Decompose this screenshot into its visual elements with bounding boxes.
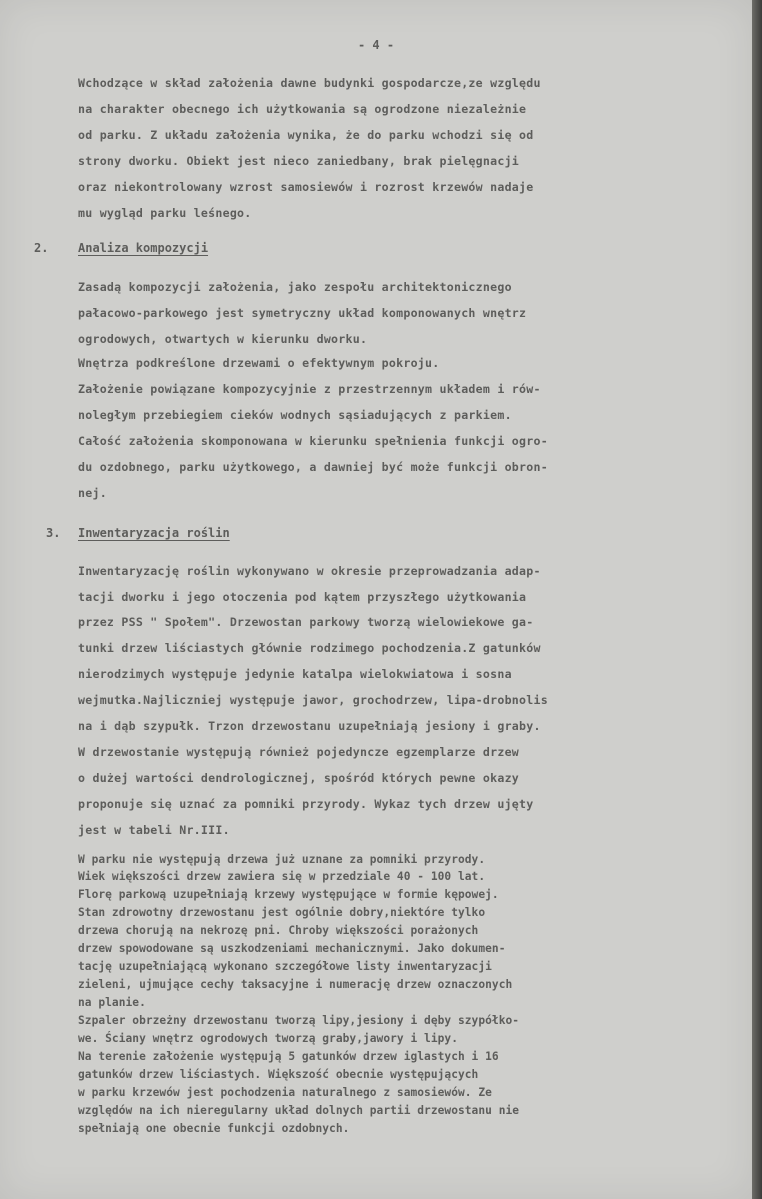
section-3-dense-line-6: drzew spowodowane są uszkodzeniami mechanicznymi. Jako dokumen- — [78, 942, 506, 955]
section-3-dense-line-8: zieleni, ujmujące cechy taksacyjne i numerację drzew oznaczonych — [78, 978, 513, 991]
section-3-dense-line-10: Szpaler obrzeżny drzewostanu tworzą lipy,jesiony i dęby szypółko- — [78, 1014, 520, 1027]
section-3-dense-line-12: Na terenie założenie występują 5 gatunków drzew iglastych i 16 — [78, 1050, 499, 1063]
scan-edge — [752, 0, 762, 1199]
section-2-line-7: Całość założenia skomponowana w kierunku spełnienia funkcji ogro- — [78, 434, 548, 448]
section-3-line-10: proponuje się uznać za pomniki przyrody. Wykaz tych drzew ujęty — [78, 797, 534, 811]
section-3-dense-line-14: w parku krzewów jest pochodzenia naturalnego z samosiewów. Ze — [78, 1086, 492, 1099]
section-3-dense-line-4: Stan zdrowotny drzewostanu jest ogólnie dobry,niektóre tylko — [78, 906, 486, 919]
section-2-line-9: nej. — [78, 486, 107, 500]
section-2-line-8: du ozdobnego, parku użytkowego, a dawniej być może funkcji obron- — [78, 460, 548, 474]
intro-line-2: na charakter obecnego ich użytkowania są ogrodzone niezależnie — [78, 102, 527, 116]
section-2-heading: Analiza kompozycji — [78, 241, 209, 255]
section-3-dense-line-1: W parku nie występują drzewa już uznane za pomniki przyrody. — [78, 853, 486, 866]
intro-line-1: Wchodzące w skład założenia dawne budynki gospodarcze,ze względu — [78, 76, 541, 90]
section-3-line-11: jest w tabeli Nr.III. — [78, 823, 230, 837]
section-3-line-3: przez PSS " Społem". Drzewostan parkowy tworzą wielowiekowe ga- — [78, 615, 534, 629]
section-3-line-9: o dużej wartości dendrologicznej, spośród których pewne okazy — [78, 771, 520, 785]
intro-line-4: strony dworku. Obiekt jest nieco zaniedbany, brak pielęgnacji — [78, 154, 520, 168]
section-3-dense-line-15: względów na ich nieregularny układ dolnych partii drzewostanu nie — [78, 1104, 520, 1117]
intro-line-3: od parku. Z układu założenia wynika, że do parku wchodzi się od — [78, 128, 534, 142]
section-3-number: 3. — [46, 526, 61, 540]
section-3-line-4: tunki drzew liściastych głównie rodzimego pochodzenia.Z gatunków — [78, 641, 541, 655]
section-3-dense-line-5: drzewa chorują na nekrozę pni. Chroby większości porażonych — [78, 924, 479, 937]
intro-line-6: mu wygląd parku leśnego. — [78, 206, 252, 220]
section-2-line-1: Zasadą kompozycji założenia, jako zespołu architektonicznego — [78, 280, 512, 294]
page-number: - 4 - — [357, 38, 395, 52]
section-3-dense-line-2: Wiek większości drzew zawiera się w przedziale 40 - 100 lat. — [78, 870, 486, 883]
section-3-line-8: W drzewostanie występują również pojedyncze egzemplarze drzew — [78, 745, 520, 759]
section-3-line-5: nierodzimych występuje jedynie katalpa wielokwiatowa i sosna — [78, 667, 512, 681]
section-3-dense-line-3: Florę parkową uzupełniają krzewy występujące w formie kępowej. — [78, 888, 499, 901]
section-2-line-5: Założenie powiązane kompozycyjnie z przestrzennym układem i rów- — [78, 382, 541, 396]
section-3-line-6: wejmutka.Najliczniej występuje jawor, grochodrzew, lipa-drobnolis — [78, 693, 548, 707]
section-3-dense-line-11: we. Ściany wnętrz ogrodowych tworzą graby,jawory i lipy. — [78, 1032, 458, 1045]
section-3-line-2: tacji dworku i jego otoczenia pod kątem przyszłego użytkowania — [78, 590, 527, 604]
section-3-line-7: na i dąb szypułk. Trzon drzewostanu uzupełniają jesiony i graby. — [78, 719, 541, 733]
intro-line-5: oraz niekontrolowany wzrost samosiewów i rozrost krzewów nadaje — [78, 180, 534, 194]
section-2-line-2: pałacowo-parkowego jest symetryczny układ komponowanych wnętrz — [78, 306, 527, 320]
section-2-number: 2. — [34, 241, 49, 255]
section-3-dense-line-16: spełniają one obecnie funkcji ozdobnych. — [78, 1122, 350, 1135]
section-2-line-6: noległym przebiegiem cieków wodnych sąsiadujących z parkiem. — [78, 408, 512, 422]
section-3-dense-line-13: gatunków drzew liściastych. Większość obecnie występujących — [78, 1068, 479, 1081]
section-3-heading: Inwentaryzacja roślin — [78, 526, 230, 540]
section-3-dense-line-9: na planie. — [78, 996, 146, 1009]
section-2-line-3: ogrodowych, otwartych w kierunku dworku. — [78, 332, 368, 346]
section-2-line-4: Wnętrza podkreślone drzewami o efektywnym pokroju. — [78, 356, 440, 370]
section-3-dense-line-7: tację uzupełniającą wykonano szczegółowe listy inwentaryzacji — [78, 960, 492, 973]
section-3-line-1: Inwentaryzację roślin wykonywano w okresie przeprowadzania adap- — [78, 564, 541, 578]
